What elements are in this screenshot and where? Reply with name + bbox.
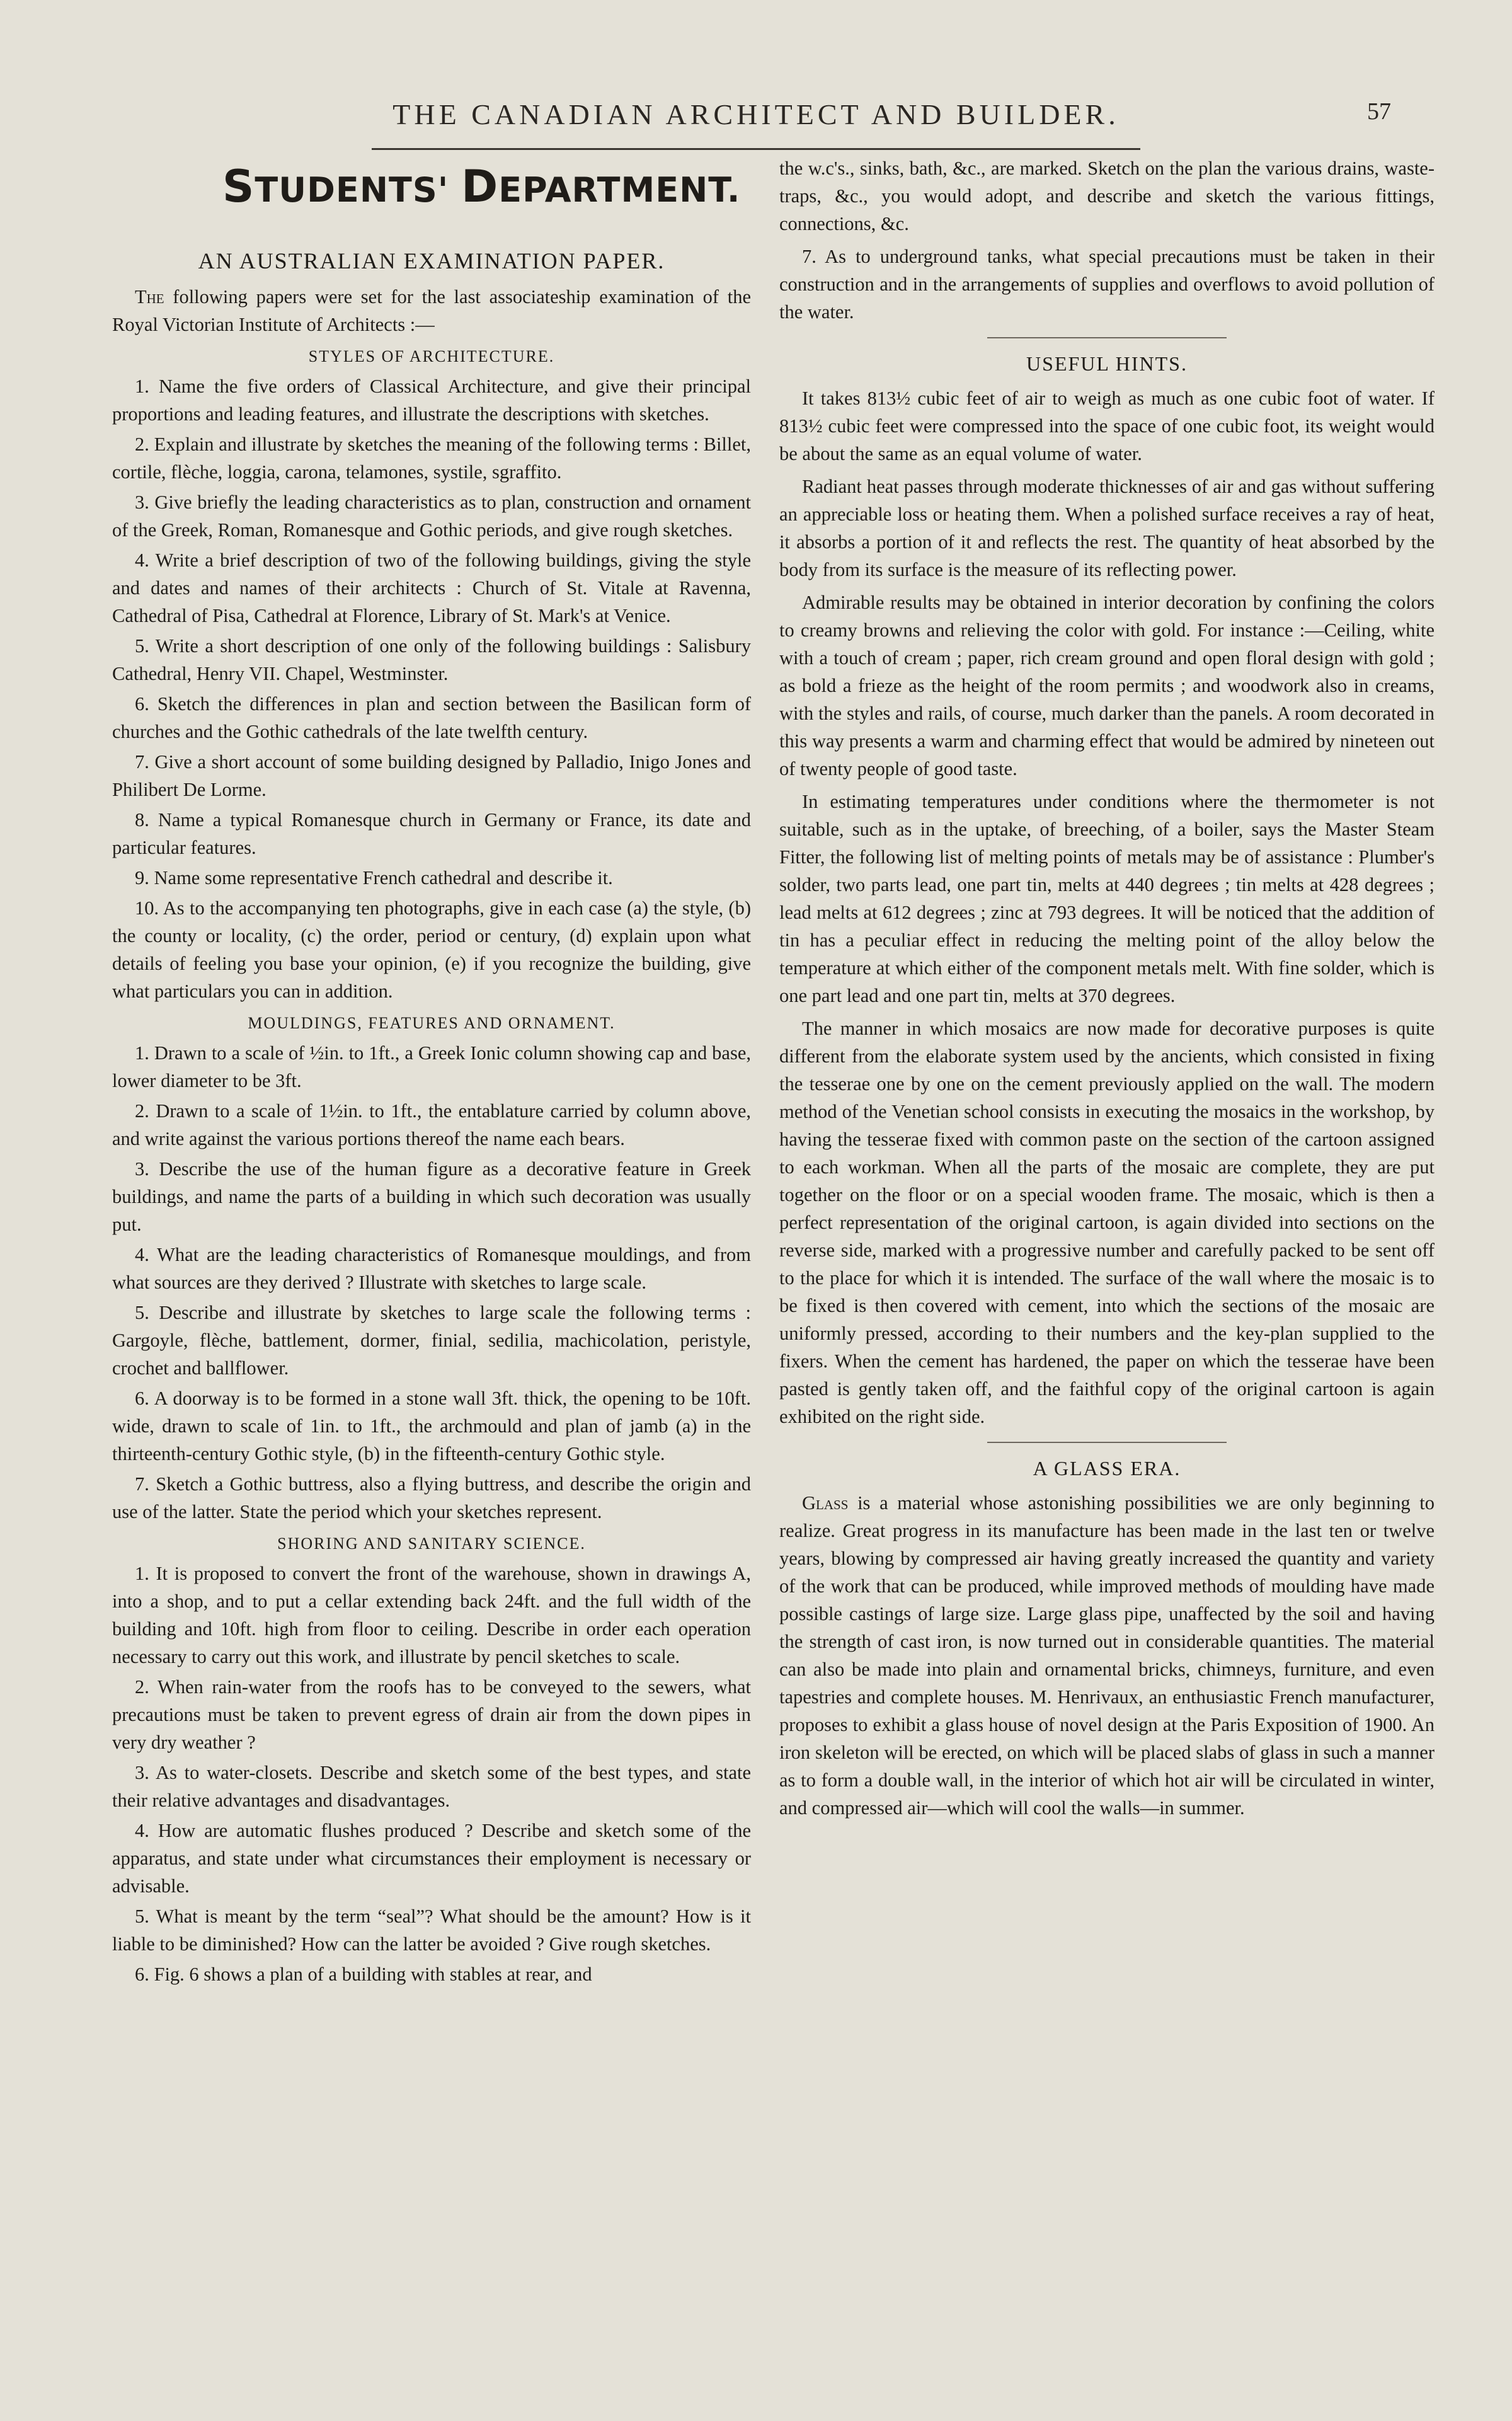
styles-q9: 9. Name some representative French cathedral and describe it. <box>135 867 613 888</box>
mouldings-q2: 2. Drawn to a scale of 1½in. to 1ft., the entablature carried by column above, and write against the various portions thereof the name each bears. <box>112 1100 751 1149</box>
exam-intro <box>112 283 751 338</box>
styles-q4: 4. Write a brief description of two of the following buildings, giving the style and dates and names of their architects : Church of St. Vitale at Ravenna, Cathedral of Pisa, Cathedral at Florence, Library of St. Mark's at Venice. <box>112 549 751 626</box>
glass-era-text: is a material whose astonishing possibilities we are only beginning to realize. Great progress in its manufacture has been made in the last ten or twelve years, blowing by compressed air having greatly increased the quantity and variety of the work that can be produced, while improved methods of moulding have made possible castings of large size. Large glass pipe, unaffected by the soil and having the strength of cast iron, is now turned out in considerable quantities. The material can also be made into plain and ornamental bricks, chimneys, furniture, and even tapestries and complete houses. M. Henrivaux, an enthusiastic French manufacturer, proposes to exhibit a glass house of novel design at the Paris Exposition of 1900. An iron skeleton will be erected, on which will be placed slabs of glass in such a manner as to form a double wall, in the interior of which hot air will be circulated in winter, and compressed air—which will cool the walls—in summer. <box>779 1492 1435 1819</box>
dept-initial-s: S <box>222 161 255 212</box>
mouldings-q5: 5. Describe and illustrate by sketches to large scale the following terms : Gargoyle, flèche, battlement, dormer, finial, sedilia, machicolation, peristyle, crochet and ballflower. <box>112 1302 751 1379</box>
mouldings-q4: 4. What are the leading characteristics of Romanesque mouldings, and from what sources are they derived ? Illustrate with sketches to large scale. <box>112 1244 751 1293</box>
department-title <box>222 161 751 212</box>
mouldings-q1: 1. Drawn to a scale of ½in. to 1ft., a Greek Ionic column showing cap and base, lower diameter to be 3ft. <box>112 1042 751 1091</box>
styles-q2: 2. Explain and illustrate by sketches the meaning of the following terms : Billet, cortile, flèche, loggia, carona, telamones, systile, sgraffito. <box>112 434 751 483</box>
useful-hints-heading: USEFUL HINTS. <box>1026 352 1188 375</box>
styles-q7: 7. Give a short account of some building designed by Palladio, Inigo Jones and Philibert De Lorme. <box>112 751 751 800</box>
dept-initial-d: D <box>461 161 499 212</box>
hint-air-weight: It takes 813½ cubic feet of air to weigh as much as one cubic foot of water. If 813½ cubic feet were compressed into the space of one cubic foot, its weight would be about the same as an equal volume of water. <box>779 388 1435 464</box>
glass-era-heading: A GLASS ERA. <box>1033 1457 1181 1480</box>
dept-word-1: TUDENTS' <box>255 170 462 210</box>
styles-heading: STYLES OF ARCHITECTURE. <box>308 347 555 365</box>
styles-q10: 10. As to the accompanying ten photographs, give in each case (a) the style, (b) the county or locality, (c) the order, period or century, (d) explain upon what details of feeling you base your opinion, (e) if you recognize the building, give what particulars you can in addition. <box>112 897 751 1002</box>
glass-era-lead: Glass <box>802 1492 849 1514</box>
glass-era-body <box>779 1489 1435 1822</box>
left-column <box>112 154 751 1991</box>
section-divider <box>987 1442 1227 1443</box>
hint-melting-points: In estimating temperatures under conditions where the thermometer is not suitable, such as in the uptake, of breeching, of a boiler, says the Master Steam Fitter, the following list of melting points of metals may be of assistance : Plumber's solder, two parts lead, one part tin, melts at 440 degrees ; tin melts at 428 degrees ; lead melts at 612 degrees ; zinc at 793 degrees. It will be noticed that the addition of tin has a peculiar effect in reducing the melting point of the alloy below the temperature at which either of the component metals melt. With fine solder, which is one part lead and one part tin, melts at 370 degrees. <box>779 791 1435 1006</box>
exam-intro-text: following papers were set for the last associateship examination of the Royal Victorian Institute of Architects :— <box>112 286 751 335</box>
mouldings-q6: 6. A doorway is to be formed in a stone wall 3ft. thick, the opening to be 10ft. wide, drawn to scale of 1in. to 1ft., the archmould and plan of jamb (a) in the thirteenth-century Gothic style, (b) in the fifteenth-century Gothic style. <box>112 1388 751 1464</box>
exam-intro-lead: The <box>135 286 164 308</box>
styles-q3: 3. Give briefly the leading characteristics as to plan, construction and ornament of the Greek, Roman, Romanesque and Gothic periods, and give rough sketches. <box>112 492 751 541</box>
styles-q6: 6. Sketch the differences in plan and section between the Basilican form of churches and the Gothic cathedrals of the late twelfth century. <box>112 693 751 742</box>
shoring-q2: 2. When rain-water from the roofs has to be conveyed to the sewers, what precautions must be taken to prevent egress of drain air from the down pipes in very dry weather ? <box>112 1676 751 1753</box>
shoring-heading: SHORING AND SANITARY SCIENCE. <box>277 1534 586 1553</box>
styles-q8: 8. Name a typical Romanesque church in Germany or France, its date and particular features. <box>112 809 751 858</box>
shoring-q3: 3. As to water-closets. Describe and sketch some of the best types, and state their relative advantages and disadvantages. <box>112 1762 751 1811</box>
page-number: 57 <box>1367 98 1391 125</box>
shoring-q1: 1. It is proposed to convert the front of the warehouse, shown in drawings A, into a shop, and to put a cellar extending back 24ft. and the full width of the building and 10ft. high from floor to ceiling. Describe in order each operation necessary to carry out this work, and illustrate by pencil sketches to scale. <box>112 1563 751 1667</box>
hint-interior-decoration: Admirable results may be obtained in interior decoration by confining the colors to creamy browns and relieving the color with gold. For instance :—Ceiling, white with a touch of cream ; paper, rich cream ground and open floral design with gold ; as bold a frieze as the height of the room permits ; and woodwork also in creams, with the styles and rails, of course, much darker than the panels. A room decorated in this way presents a warm and charming effect that would be admired by nineteen out of twenty people of good taste. <box>779 592 1435 779</box>
styles-q5: 5. Write a short description of one only of the following buildings : Salisbury Cathedral, Henry VII. Chapel, Westminster. <box>112 635 751 684</box>
shoring-q6-continued: the w.c's., sinks, bath, &c., are marked. Sketch on the plan the various drains, waste-traps, &c., you would adopt, and describe and sketch the various fittings, connections, &c. <box>779 158 1435 234</box>
running-header <box>372 98 1140 150</box>
right-column <box>779 154 1435 1827</box>
shoring-q6-start: 6. Fig. 6 shows a plan of a building with stables at rear, and <box>135 1964 592 1985</box>
styles-q1: 1. Name the five orders of Classical Architecture, and give their principal proportions and leading features, and illustrate the descriptions with sketches. <box>112 376 751 425</box>
mouldings-heading: MOULDINGS, FEATURES AND ORNAMENT. <box>248 1014 616 1032</box>
shoring-q4: 4. How are automatic flushes produced ? Describe and sketch some of the apparatus, and state under what circumstances their employment is necessary or advisable. <box>112 1820 751 1897</box>
hint-radiant-heat: Radiant heat passes through moderate thicknesses of air and gas without suffering an appreciable loss or heating them. When a polished surface receives a ray of heat, it absorbs a portion of it and reflects the rest. The quantity of heat absorbed by the body from its surface is the measure of its reflecting power. <box>779 476 1435 580</box>
shoring-q5: 5. What is meant by the term “seal”? What should be the amount? How is it liable to be diminished? How can the latter be avoided ? Give rough sketches. <box>112 1906 751 1955</box>
dept-word-2: EPARTMENT. <box>498 170 741 210</box>
section-divider <box>987 337 1227 338</box>
shoring-q7: 7. As to underground tanks, what special precautions must be taken in their construction and in the arrangements of supplies and overflows to avoid pollution of the water. <box>779 246 1435 323</box>
exam-heading: AN AUSTRALIAN EXAMINATION PAPER. <box>198 248 665 273</box>
hint-mosaics: The manner in which mosaics are now made for decorative purposes is quite different from the elaborate system used by the ancients, which consisted in fixing the tesserae one by one on the cement previously applied on the wall. The modern method of the Venetian school consists in executing the mosaics in the workshop, by having the tesserae fixed with common paste on the section of the cartoon assigned to each workman. When all the parts of the mosaic are complete, they are put together on the floor or on a special wooden frame. The mosaic, which is then a perfect representation of the original cartoon, is again divided into sections on the reverse side, marked with a progressive number and carefully packed to be sent off to the place for which it is intended. The surface of the wall where the mosaic is to be fixed is then covered with cement, into which the sections of the mosaic are uniformly pressed, according to their numbers and the key-plan supplied to the fixers. When the cement has hardened, the paper on which the tesserae have been pasted is gently taken off, and the faithful copy of the original cartoon is again exhibited on the right side. <box>779 1018 1435 1427</box>
journal-title: THE CANADIAN ARCHITECT AND BUILDER. <box>392 98 1120 130</box>
mouldings-q7: 7. Sketch a Gothic buttress, also a flying buttress, and describe the origin and use of the latter. State the period which your sketches represent. <box>112 1473 751 1522</box>
mouldings-q3: 3. Describe the use of the human figure as a decorative feature in Greek buildings, and name the parts of a building in which such decoration was usually put. <box>112 1158 751 1235</box>
